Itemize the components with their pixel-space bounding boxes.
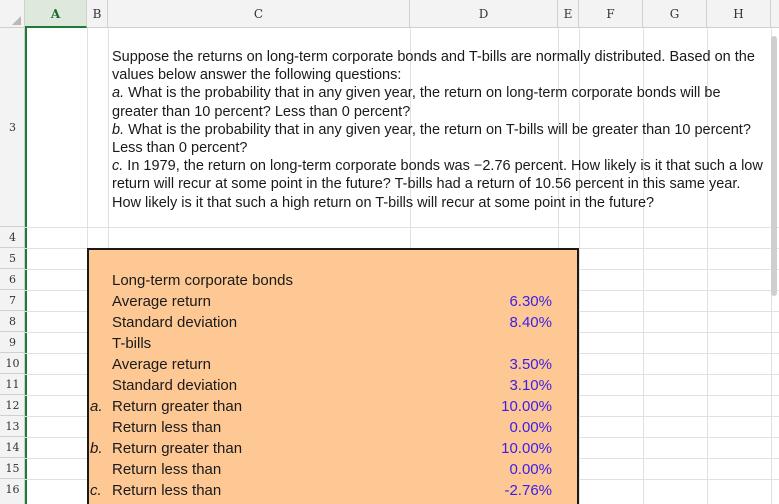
problem-intro: Suppose the returns on long-term corporate bonds and T-bills are normally distributed. Based on the values below answer the following questions: (112, 49, 755, 84)
row-header-5[interactable]: 5 (0, 248, 25, 269)
input-label-row-9[interactable]: T-bills (112, 335, 152, 352)
row-header-6[interactable]: 6 (0, 269, 25, 290)
gridline (25, 227, 779, 228)
column-header-b[interactable]: B (87, 0, 108, 28)
part-a-letter: a. (112, 85, 125, 102)
problem-part-c (112, 157, 767, 212)
row-header-14[interactable]: 14 (0, 437, 25, 458)
column-header-f[interactable]: F (579, 0, 643, 28)
input-label-row-13[interactable]: Return less than (112, 419, 222, 436)
row-header-7[interactable]: 7 (0, 290, 25, 311)
select-all-icon (12, 16, 21, 25)
input-label-row-7[interactable]: Average return (112, 293, 211, 310)
input-value-row-8[interactable]: 8.40% (509, 314, 552, 331)
row-header-12[interactable]: 12 (0, 395, 25, 416)
selected-column-outline (25, 28, 87, 504)
input-value-row-13[interactable]: 0.00% (509, 419, 552, 436)
input-label-row-15[interactable]: Return less than (112, 461, 222, 478)
input-prefix-row-16 (90, 482, 102, 499)
part-a-text: What is the probability that in any given year, the return on long-term corporate bonds will be greater than 10 percent? Less than 0 percent? (112, 85, 721, 120)
input-value-row-14[interactable]: 10.00% (501, 440, 552, 457)
row-header-4[interactable]: 4 (0, 227, 25, 248)
problem-part-a (112, 84, 767, 120)
part-b-letter: b. (112, 121, 125, 138)
part-prefix: b. (90, 440, 103, 457)
row-header-15[interactable]: 15 (0, 458, 25, 479)
row-header-3[interactable]: 3 (0, 28, 25, 227)
part-prefix: c. (90, 482, 102, 499)
input-value-row-16[interactable]: -2.76% (504, 482, 552, 499)
column-header-a[interactable]: A (25, 0, 87, 28)
row-header-13[interactable]: 13 (0, 416, 25, 437)
problem-statement-cell[interactable] (112, 48, 767, 212)
input-values-block (87, 248, 579, 504)
input-prefix-row-12 (90, 398, 103, 415)
row-header-bar (0, 28, 25, 504)
input-value-row-12[interactable]: 10.00% (501, 398, 552, 415)
input-label-row-8[interactable]: Standard deviation (112, 314, 238, 331)
column-header-c[interactable]: C (108, 0, 410, 28)
row-header-10[interactable]: 10 (0, 353, 25, 374)
input-value-row-10[interactable]: 3.50% (509, 356, 552, 373)
input-label-row-12[interactable]: Return greater than (112, 398, 243, 415)
input-value-row-7[interactable]: 6.30% (509, 293, 552, 310)
row-header-16[interactable]: 16 (5, 483, 20, 496)
input-label-row-14[interactable]: Return greater than (112, 440, 243, 457)
column-header-d[interactable]: D (410, 0, 558, 28)
part-c-text: In 1979, the return on long-term corporate bonds was −2.76 percent. How likely is it that such a low return will recur at some point in the future? T-bills had a return of 10.56 percent in this same year. How likely is it that such a high return on T-bills will recur at some point in the future? (112, 158, 763, 211)
input-value-row-11[interactable]: 3.10% (509, 377, 552, 394)
input-value-row-15[interactable]: 0.00% (509, 461, 552, 478)
input-label-row-11[interactable]: Standard deviation (112, 377, 238, 394)
part-c-letter: c. (112, 158, 124, 175)
column-header-g[interactable]: G (643, 0, 707, 28)
input-label-row-10[interactable]: Average return (112, 356, 211, 373)
row-header-9[interactable]: 9 (0, 332, 25, 353)
input-label-row-6[interactable]: Long-term corporate bonds (112, 272, 293, 289)
vertical-scrollbar[interactable] (771, 36, 777, 296)
row-header-8[interactable]: 8 (0, 311, 25, 332)
column-header-e[interactable]: E (558, 0, 579, 28)
select-all-corner[interactable] (0, 0, 25, 28)
part-prefix: a. (90, 398, 103, 415)
row-header-11[interactable]: 11 (0, 374, 25, 395)
input-prefix-row-14 (90, 440, 103, 457)
part-b-text: What is the probability that in any given year, the return on T-bills will be greater than 10 percent? Less than 0 percent? (112, 121, 751, 157)
column-header-h[interactable]: H (707, 0, 771, 28)
column-header-bar (0, 0, 779, 28)
problem-part-b (112, 121, 767, 157)
input-label-row-16[interactable]: Return less than (112, 482, 222, 499)
